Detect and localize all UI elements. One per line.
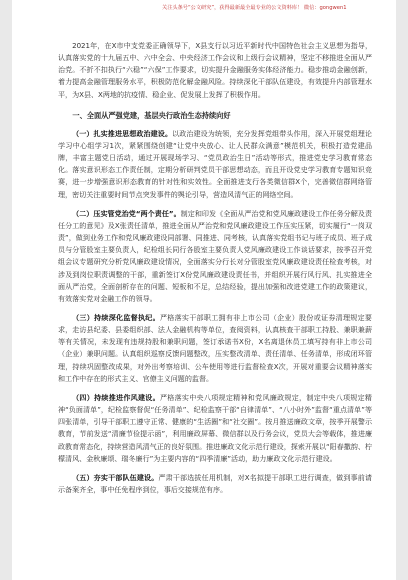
intro-paragraph: 2021年，在X市中支党委正确领导下，X县支行以习近平新时代中国特色社会主义思想为指导，认真落实党的十九届五中、六中全会、中央经济工作会议和上级行会议精神，坚定不移推进全面从严治党。不折不扣执行“六稳”“六保”工作要求，切实提升金融服务实体经济能力。稳步推动金融创新，着力提高金融管理服务水平，积极防范化解金融风险。持续深化干部队伍建设，有效提升内部管理水平，为X县、X两地的抗疫情、稳企业、促发展上发挥了积极作用。: [58, 41, 372, 99]
item-1-paragraph: [58, 128, 372, 201]
section-1-heading: 一、全面从严强党建，基层央行政治生态持续向好: [72, 110, 231, 120]
item-2-title: （二）压实管党治党“两个责任”。: [72, 208, 181, 218]
item-4-title: （四）持续推进作风建设。: [72, 392, 160, 402]
item-5-body: 严肃干部选拔任用机制，对X名拟提干部职工进行调查，做到事前请示备案齐全，事中任免程序到位，事后交接规范有序。: [58, 472, 372, 494]
item-1-body: 以政治建设为统领，充分发挥党组带头作用，深入开展党组理论学习中心组学习1次，紧紧围绕创建“让党中央放心、让人民群众满意”模范机关，积极打造党建品牌，丰富主题党日活动，通过开展现场学习、“党员政治生日”活动等形式，推进党史学习教育常态化。落实意识形态工作责任制，定期分析研判党员干部思想动态，而且开设党史学习教育专题知识竞赛，进一步增强意识形态教育的针对性和实效性。全面推进支行各类微信群X个，完善微信群网络管理，密切关注重要时间节点突发事件的舆论引导，营造风清气正的网络空间。: [58, 128, 372, 199]
document-page: [12, 0, 396, 580]
item-5-title: （五）夯实干部队伍建设。: [72, 472, 159, 482]
item-1-title: （一）扎实推进思想政治建设。: [72, 128, 173, 138]
item-3-body: 严格落实干部职工拥有非上市公司（企业）股份或证券清理规定要求，走访县纪委、县委组织部、法人金融机构等单位，查阅资料，认真核查干部职工持股、兼职兼薪等有关情况，未发现有违规持股和兼职问题，签订承诺书X份，X名离退休员工填写持有非上市公司（企业）兼职问题。认真组织巡察反馈问题整改，压实整改清单、责任清单、任务清单，形成闭环管理，持续巩固整改成果，对外出考察培训、公车使用等进行监督检查X次，开展对重要会议精神落实和工作中存在的形式主义、官僚主义问题的监督。: [58, 312, 372, 383]
item-3-paragraph: [58, 312, 372, 385]
item-3-title: （三）持续深化监督执纪。: [72, 312, 160, 322]
item-4-body: 严格落实中央八项规定精神和党风廉政规定，制定中央八项规定精神“负面清单”，纪检监察督促“任务清单”、纪检监察干部“自律清单”、“八小时外”监督“重点清单”等四张清单，引导干部职工遵守正常、健康的“生活圈”和“社交圈”。按月推送廉政文章，按季开展警示教育，节前发送“清廉节俭提示函”，利用廉政屏幕、微信群以及行务会议，党员大会等载体，推进廉政教育常态化，持续营造风清气正的良好氛围。推进廉政文化示范行建设，探索开展以“阳春撒韵、柠檬清风、金秋廉颂、瑞冬廉行”为主要内容的“四季清廉”活动，助力廉政文化示范行建设。: [58, 392, 372, 463]
item-4-paragraph: [58, 392, 372, 465]
document-body: [58, 40, 372, 496]
wechat-banner: 关注头条号“公文研究”，获得最新最全最专业的公文资料库！ 微信：gongwen1: [162, 5, 347, 11]
item-5-paragraph: [58, 472, 372, 496]
item-2-paragraph: [58, 208, 372, 305]
item-2-body: 制定和印发《全面从严治党和党风廉政建设工作任务分解及责任分工的意见》及X张责任清单，推进全面从严治党和党风廉政建设工作压实压紧，切实履行“一岗双责”，做到业务工作和党风廉政建设同部署、同推进、同考核，认真落实党组书记与班子成员、班子成员与分管股室主要负责人，纪检组长同行各股室主要负责人党风廉政建设工作谈话要求，按季召开党组会议专题研究分析党风廉政建设情况，全面落实分行长对分管股室党风廉政建设责任检查考核，对涉及到岗位职责调整的干部，重新签订X份党风廉政建设责任书，并组织开展行风行风、扎实推进全面从严治党，全面剖析存在的问题、短板和不足，总结经验，提出加强和改进党建工作的政策建议，有效落实党对金融工作的领导。: [58, 208, 372, 303]
